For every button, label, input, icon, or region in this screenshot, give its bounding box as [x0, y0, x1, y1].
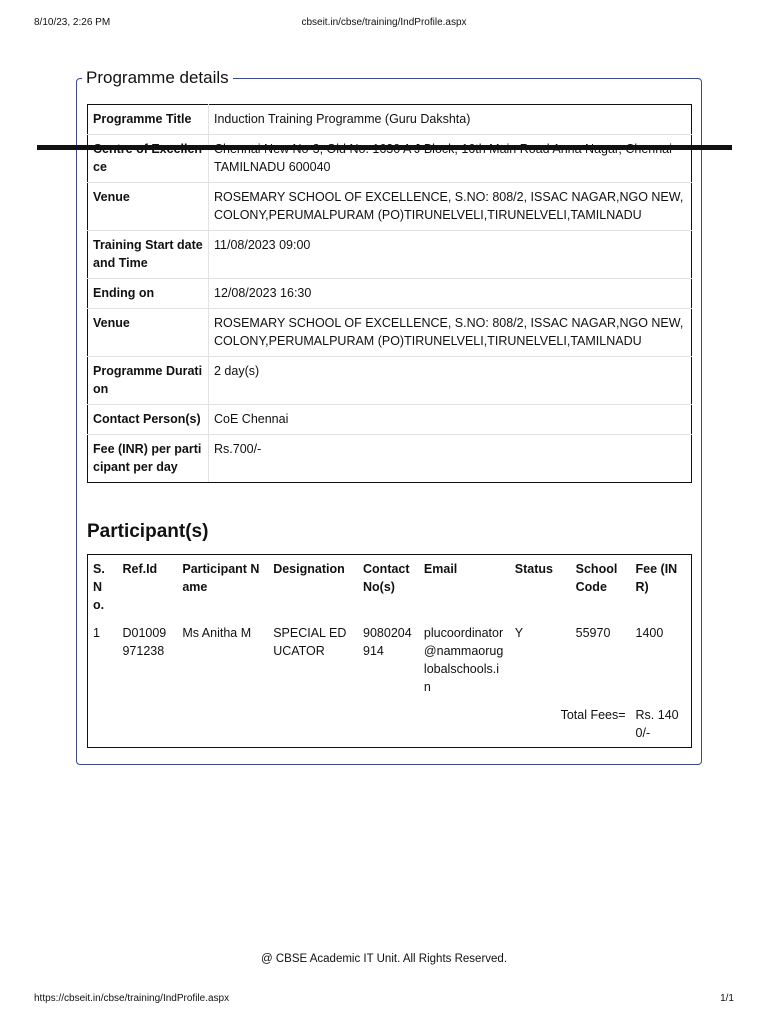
details-label: Programme Duration — [88, 357, 209, 405]
total-value: Rs. 1400/- — [635, 708, 679, 740]
details-value: Induction Training Programme (Guru Dakshta) — [209, 105, 692, 135]
details-row — [88, 357, 692, 405]
total-label: Total Fees= — [560, 708, 626, 722]
details-row — [88, 183, 692, 231]
details-label: Fee (INR) per participant per day — [88, 435, 209, 483]
footer-url: https://cbseit.in/cbse/training/IndProfile.aspx — [34, 993, 230, 1004]
print-datetime: 8/10/23, 2:26 PM — [34, 17, 111, 28]
details-value: 11/08/2023 09:00 — [209, 231, 692, 279]
details-label: ce — [88, 135, 209, 183]
details-label: Venue — [88, 183, 209, 231]
col-header-school-code: School Code — [575, 562, 618, 594]
total-row — [88, 701, 692, 748]
details-row — [88, 231, 692, 279]
cell-contact: 9080204914 — [363, 626, 412, 658]
details-row — [88, 105, 692, 135]
details-row — [88, 435, 692, 483]
print-url: cbseit.in/cbse/training/IndProfile.aspx — [301, 17, 467, 28]
col-header-refid: Ref.Id — [122, 562, 158, 576]
page-number: 1/1 — [720, 993, 734, 1004]
col-header-participant-name: Participant Name — [182, 562, 260, 594]
details-value: Rs.700/- — [209, 435, 692, 483]
col-header-status: Status — [514, 562, 553, 576]
details-label: Venue — [88, 309, 209, 357]
participants-header-row — [88, 555, 692, 620]
details-row — [88, 135, 692, 183]
table-row — [88, 619, 692, 701]
details-row — [88, 279, 692, 309]
details-row — [88, 309, 692, 357]
cell-participant-name: Ms Anitha M — [182, 626, 252, 640]
cell-school-code: 55970 — [575, 626, 611, 640]
details-value: ROSEMARY SCHOOL OF EXCELLENCE, S.NO: 808/2, ISSAC NAGAR,NGO NEW, COLONY,PERUMALPURAM (PO)TIRUNELVELI,TIRUNELVELI,TAMILNADU — [209, 309, 692, 357]
participants-heading: Participant(s) — [87, 521, 209, 542]
participants-table — [87, 554, 692, 748]
col-header-email: Email — [423, 562, 458, 576]
details-value: 12/08/2023 16:30 — [209, 279, 692, 309]
cell-refid: D01009971238 — [122, 626, 167, 658]
details-row — [88, 405, 692, 435]
details-value: 2 day(s) — [209, 357, 692, 405]
cell-status: Y — [514, 626, 524, 640]
copyright-text: @ CBSE Academic IT Unit. All Rights Reserved. — [260, 953, 508, 965]
cell-email: plucoordinator@nammaoruglobalschools.in — [423, 626, 504, 694]
details-value: TAMILNADU 600040 — [209, 135, 692, 183]
col-header-sno: S.No. — [93, 562, 105, 612]
print-footer — [34, 993, 734, 1007]
details-value: ROSEMARY SCHOOL OF EXCELLENCE, S.NO: 808/2, ISSAC NAGAR,NGO NEW, COLONY,PERUMALPURAM (PO)TIRUNELVELI,TIRUNELVELI,TAMILNADU — [209, 183, 692, 231]
cell-fee: 1400 — [635, 626, 664, 640]
cell-sno: 1 — [93, 626, 100, 640]
details-label: Training Start date and Time — [88, 231, 209, 279]
programme-details-legend: Programme details — [86, 68, 229, 87]
details-label: Ending on — [88, 279, 209, 309]
col-header-fee: Fee (INR) — [635, 562, 678, 594]
programme-details-table — [87, 104, 692, 483]
details-value: CoE Chennai — [209, 405, 692, 435]
details-label: Contact Person(s) — [88, 405, 209, 435]
col-header-designation: Designation — [273, 562, 345, 576]
details-label: Programme Title — [88, 105, 209, 135]
cell-designation: SPECIAL EDUCATOR — [273, 626, 347, 658]
col-header-contact: Contact No(s) — [363, 562, 410, 594]
print-header — [34, 17, 734, 31]
redaction-bar — [37, 145, 732, 150]
